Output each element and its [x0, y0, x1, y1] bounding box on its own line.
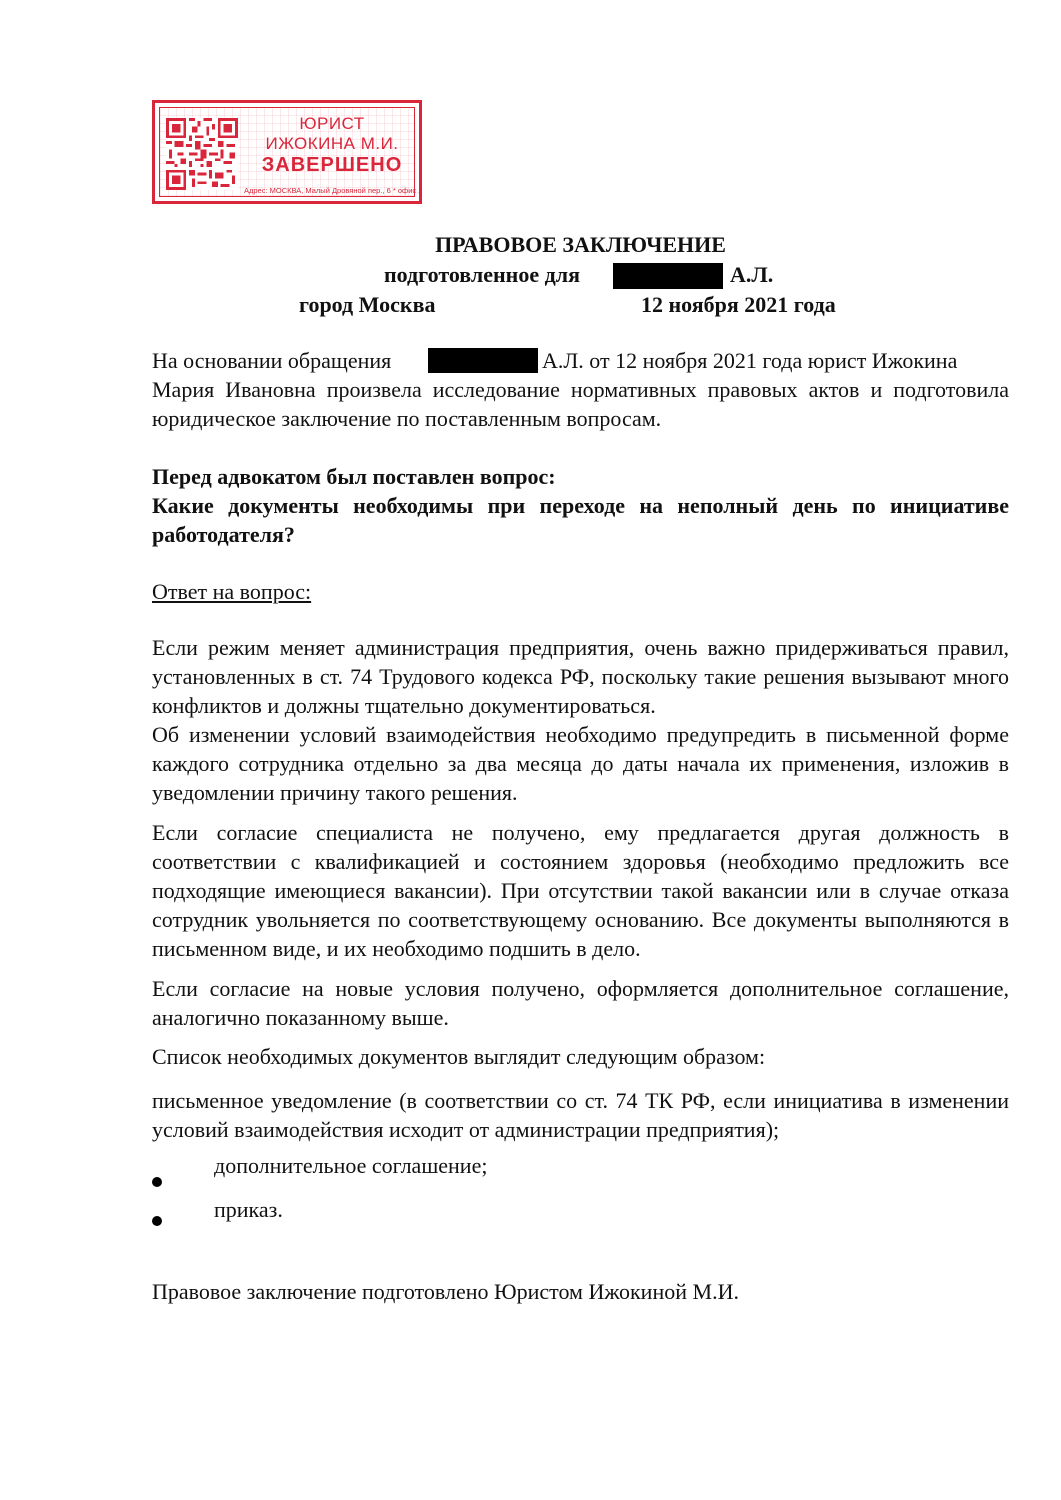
- intro-suffix: А.Л. от 12 ноября 2021 года юрист Ижокина: [542, 348, 958, 373]
- document-title: ПРАВОВОЕ ЗАКЛЮЧЕНИЕ: [435, 232, 726, 257]
- client-initials: А.Л.: [730, 262, 774, 287]
- answer-paragraph-1: Если режим меняет администрация предприятия, очень важно придерживаться правил, установленных в ст. 74 Трудового кодекса РФ, поскольку такие решения вызывают много конфликтов и должны тщательно документироваться.: [152, 635, 1009, 718]
- answer-paragraph-5: Список необходимых документов выглядит следующим образом:: [152, 1044, 766, 1069]
- stamp-status: ЗАВЕРШЕНО: [261, 154, 403, 176]
- answer-paragraph-6: письменное уведомление (в соответствии со ст. 74 ТК РФ, если инициатива в изменении условий взаимодействия исходит от администрации предприятия);: [152, 1088, 1009, 1142]
- prepared-for-label: подготовленное для: [384, 262, 580, 287]
- list-item: приказ.: [214, 1197, 283, 1222]
- question-label: Перед адвокатом был поставлен вопрос:: [152, 464, 556, 489]
- city: город Москва: [299, 292, 436, 317]
- bullet-icon: [152, 1216, 162, 1226]
- qr-code-icon: [166, 118, 238, 190]
- stamp-name: ИЖОКИНА М.И.: [265, 134, 399, 153]
- redacted-name-title: [613, 263, 723, 289]
- answer-label: Ответ на вопрос:: [152, 579, 312, 604]
- answer-label-wrap: [152, 577, 1009, 606]
- lawyer-stamp: [152, 100, 422, 204]
- stamp-grid: [159, 107, 423, 197]
- answer-paragraph-2: Об изменении условий взаимодействия необходимо предупредить в письменной форме каждого сотрудника отдельно за два месяца до даты начала их применения, изложив в уведомлении причину такого решения.: [152, 722, 1009, 805]
- answer-paragraph-4: Если согласие на новые условия получено, оформляется дополнительное соглашение, аналогично показанному выше.: [152, 976, 1009, 1030]
- intro-rest: Мария Ивановна произвела исследование нормативных правовых актов и подготовила юридическое заключение по поставленным вопросам.: [152, 377, 1009, 431]
- bullet-icon: [152, 1177, 162, 1187]
- intro-paragraph: [152, 346, 1009, 433]
- stamp-title: ЮРИСТ: [299, 114, 365, 133]
- redacted-name-intro: [428, 348, 538, 373]
- stamp-address: Адрес: МОСКВА, Малый Дровяной пер., 6 * офис 2: [244, 186, 423, 195]
- intro-prefix: На основании обращения: [152, 348, 392, 373]
- document-date: 12 ноября 2021 года: [641, 292, 836, 317]
- answer-paragraph-3: Если согласие специалиста не получено, ему предлагается другая должность в соответствии с квалификацией и состоянием здоровья (необходимо предложить все подходящие имеющиеся вакансии). При отсутствии такой вакансии или в случае отказа сотрудник увольняется по соответствующему основанию. Все документы выполняются в письменном виде, и их необходимо подшить в дело.: [152, 820, 1009, 961]
- question-text: Какие документы необходимы при переходе на неполный день по инициативе работодателя?: [152, 493, 1009, 547]
- list-item: дополнительное соглашение;: [214, 1153, 488, 1178]
- signature-line: Правовое заключение подготовлено Юристом Ижокиной М.И.: [152, 1279, 739, 1304]
